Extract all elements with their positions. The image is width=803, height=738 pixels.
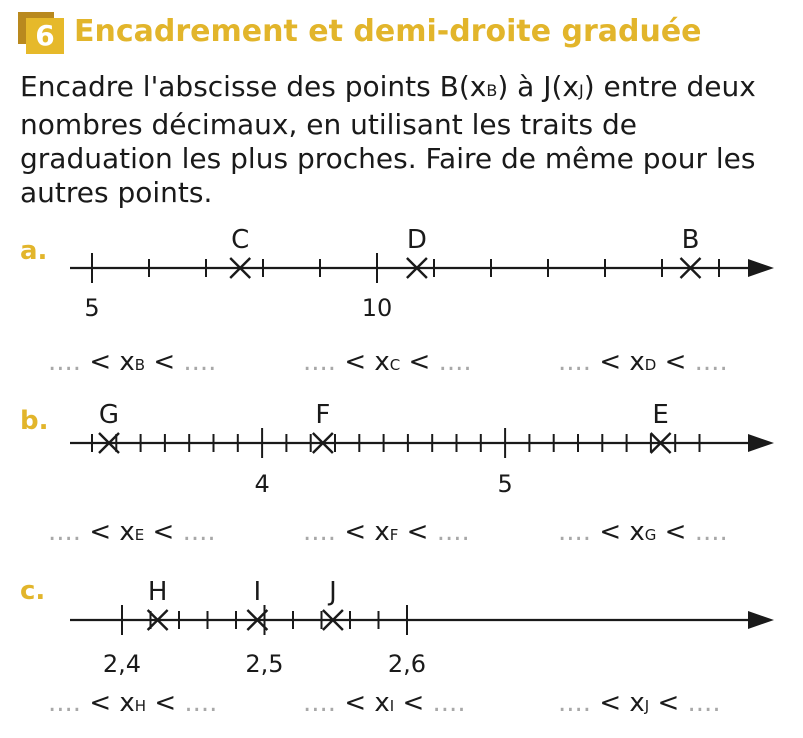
tick-label: 2,5: [245, 650, 284, 678]
blank-relation-2: <: [664, 517, 687, 547]
blank-relation-2: <: [657, 688, 680, 718]
blank-a-1: [48, 347, 216, 377]
point-i-label: I: [253, 577, 262, 607]
point-j-label: J: [329, 577, 337, 607]
axis-arrow: [748, 611, 774, 629]
blank-right-input[interactable]: ....: [432, 688, 466, 718]
blank-left-input[interactable]: ....: [558, 347, 592, 377]
blank-relation-2: <: [406, 517, 429, 547]
blank-right-input[interactable]: ....: [694, 347, 728, 377]
exercise-number-badge: [18, 12, 66, 54]
tick-label: 10: [361, 294, 393, 322]
blank-relation: < x: [344, 688, 390, 718]
exercise-title: Encadrement et demi-droite graduée: [74, 14, 702, 49]
blank-relation-2: <: [402, 688, 425, 718]
number-line-b: [0, 381, 803, 501]
blank-relation-2: <: [152, 517, 175, 547]
blank-relation-2: <: [153, 347, 176, 377]
axis-arrow: [748, 259, 774, 277]
blank-a-3: [558, 347, 728, 377]
blank-relation-2: <: [154, 688, 177, 718]
tick-label: 2,6: [387, 650, 427, 678]
blank-left-input[interactable]: ....: [303, 517, 337, 547]
point-e-label: E: [652, 400, 669, 430]
blank-right-input[interactable]: ....: [687, 688, 721, 718]
part-label-b: b.: [20, 406, 49, 436]
blank-subscript: D: [644, 356, 657, 374]
tick-label: 4: [254, 470, 270, 498]
blank-c-2: [303, 688, 466, 718]
blank-left-input[interactable]: ....: [48, 347, 82, 377]
blank-b-3: [558, 517, 728, 547]
point-d-label: D: [406, 225, 427, 255]
blank-relation: < x: [89, 688, 135, 718]
blank-left-input[interactable]: ....: [48, 517, 82, 547]
tick-label: 2,4: [102, 650, 142, 678]
instruction-text: [20, 70, 790, 210]
point-b-label: B: [681, 225, 700, 255]
blanks-row-c: [0, 688, 803, 728]
axis-arrow: [748, 434, 774, 452]
blank-relation: < x: [344, 347, 390, 377]
tick-label: 5: [84, 294, 100, 322]
blank-b-2: [303, 517, 470, 547]
blank-relation: < x: [599, 347, 645, 377]
instruction-part-3: ) entre deux nombres décimaux, en utilisant les traits de graduation les plus proches. Faire de même pour les autres points.: [20, 70, 756, 209]
blank-relation: < x: [89, 347, 135, 377]
point-h-label: H: [147, 577, 168, 607]
blank-c-3: [558, 688, 721, 718]
number-line-c: [0, 564, 803, 684]
blank-relation: < x: [344, 517, 390, 547]
blank-subscript: J: [644, 697, 650, 715]
blank-subscript: G: [644, 526, 657, 544]
blank-subscript: H: [134, 697, 147, 715]
blank-left-input[interactable]: ....: [558, 688, 592, 718]
blank-left-input[interactable]: ....: [303, 688, 337, 718]
number-line-a: [0, 210, 803, 330]
blank-subscript: B: [134, 356, 146, 374]
instruction-sub-1: B: [486, 81, 498, 100]
blank-right-input[interactable]: ....: [182, 517, 216, 547]
instruction-part-2: ) à J(x: [497, 70, 579, 103]
blank-left-input[interactable]: ....: [48, 688, 82, 718]
blank-right-input[interactable]: ....: [694, 517, 728, 547]
blank-b-1: [48, 517, 216, 547]
blank-left-input[interactable]: ....: [558, 517, 592, 547]
blank-relation-2: <: [408, 347, 431, 377]
point-g-label: G: [98, 400, 120, 430]
blanks-row-b: [0, 517, 803, 557]
blank-a-2: [303, 347, 472, 377]
blank-left-input[interactable]: ....: [303, 347, 337, 377]
point-c-label: C: [231, 225, 250, 255]
instruction-sub-2: J: [578, 81, 584, 100]
blank-right-input[interactable]: ....: [184, 688, 218, 718]
part-label-c: c.: [20, 576, 46, 606]
part-label-a: a.: [20, 236, 48, 266]
blank-relation: < x: [89, 517, 135, 547]
tick-label: 5: [497, 470, 513, 498]
exercise-number: 6: [26, 18, 64, 54]
instruction-part-1: Encadre l'abscisse des points B(x: [20, 70, 487, 103]
blank-right-input[interactable]: ....: [436, 517, 470, 547]
blank-relation-2: <: [664, 347, 687, 377]
blank-subscript: F: [389, 526, 399, 544]
blank-subscript: E: [134, 526, 145, 544]
point-f-label: F: [315, 400, 331, 430]
blank-subscript: I: [389, 697, 395, 715]
blank-subscript: C: [389, 356, 401, 374]
blank-relation: < x: [599, 688, 645, 718]
blank-right-input[interactable]: ....: [438, 347, 472, 377]
blank-c-1: [48, 688, 217, 718]
blank-right-input[interactable]: ....: [183, 347, 217, 377]
blank-relation: < x: [599, 517, 645, 547]
